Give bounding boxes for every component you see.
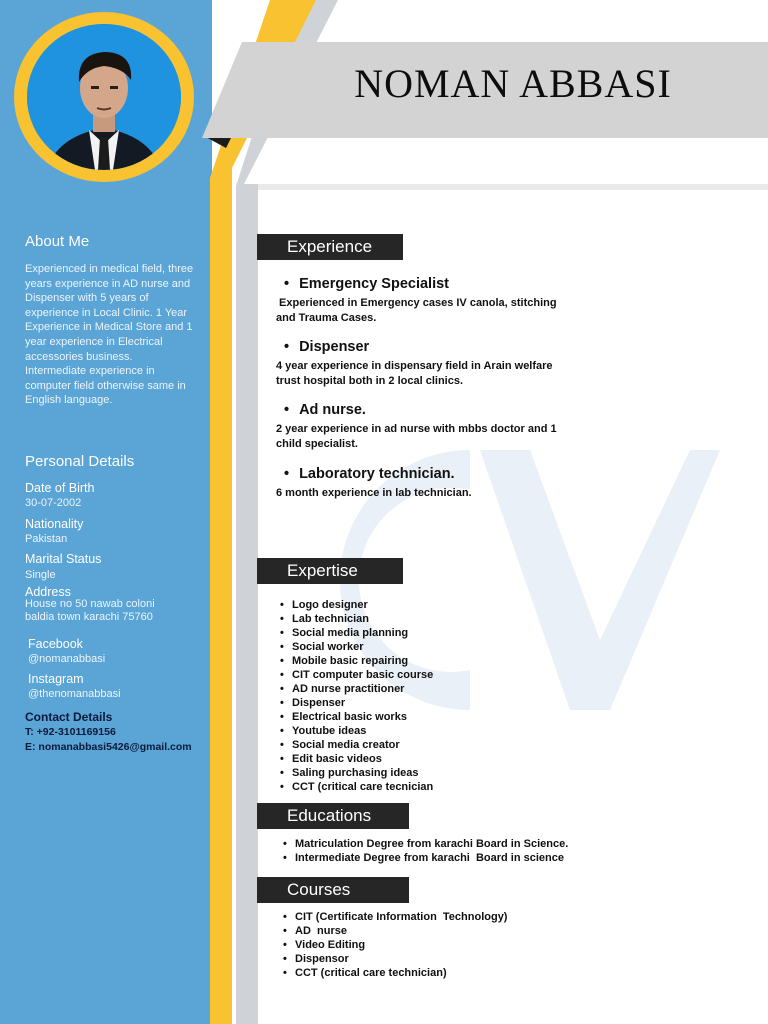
contact-heading: Contact Details	[25, 710, 113, 724]
experience-item	[276, 402, 596, 451]
dob-value: 30-07-2002	[25, 497, 82, 509]
nationality-label: Nationality	[25, 517, 84, 531]
experience-desc-line2: trust hospital both in 2 local clinics.	[276, 374, 464, 387]
dob-label: Date of Birth	[25, 481, 95, 495]
list-item: • Youtube ideas	[280, 724, 433, 738]
contact-phone[interactable]: T: +92-3101169156	[25, 726, 116, 738]
list-item: • Intermediate Degree from karachi Board in science	[283, 851, 568, 865]
list-item: • Electrical basic works	[280, 710, 433, 724]
experience-heading: Experience	[257, 234, 403, 260]
address-label: Address	[25, 585, 71, 599]
list-item: • AD nurse practitioner	[280, 682, 433, 696]
list-item: • Lab technician	[280, 612, 433, 626]
list-item: • Video Editing	[283, 938, 507, 952]
experience-title: • Ad nurse.	[284, 402, 596, 418]
experience-item	[276, 276, 596, 325]
list-item: • Mobile basic repairing	[280, 654, 433, 668]
nationality-value: Pakistan	[25, 533, 68, 545]
educations-heading: Educations	[257, 803, 409, 829]
courses-list	[283, 910, 507, 980]
facebook-label: Facebook	[28, 637, 83, 651]
educations-list	[283, 837, 568, 865]
experience-desc-line2: and Trauma Cases.	[276, 311, 377, 324]
experience-desc-line1: 6 month experience in lab technician.	[276, 487, 472, 499]
about-heading: About Me	[25, 233, 90, 250]
courses-heading: Courses	[257, 877, 409, 903]
personal-heading: Personal Details	[25, 453, 135, 470]
list-item: • AD nurse	[283, 924, 507, 938]
address-line1: House no 50 nawab coloni	[25, 598, 155, 610]
list-item: • Social media creator	[280, 738, 433, 752]
facebook-handle[interactable]: @nomanabbasi	[28, 653, 106, 665]
list-item: • Matriculation Degree from karachi Board in Science.	[283, 837, 568, 851]
experience-item	[276, 466, 596, 501]
instagram-label: Instagram	[28, 672, 84, 686]
profile-photo	[27, 24, 181, 170]
experience-title: • Laboratory technician.	[284, 466, 596, 482]
experience-desc-line1: Experienced in Emergency cases IV canola, stitching	[276, 297, 557, 309]
experience-item	[276, 339, 596, 388]
experience-desc-line2: child specialist.	[276, 437, 358, 450]
list-item: • Edit basic videos	[280, 752, 433, 766]
list-item: • CIT (Certificate Information Technology)	[283, 910, 507, 924]
experience-title: • Dispenser	[284, 339, 596, 355]
experience-desc-line1: 4 year experience in dispensary field in Arain welfare	[276, 360, 553, 372]
experience-title: • Emergency Specialist	[284, 276, 596, 292]
address-line2: baldia town karachi 75760	[25, 611, 153, 623]
candidate-name: NOMAN ABBASI	[354, 61, 672, 106]
list-item: • Saling purchasing ideas	[280, 766, 433, 780]
list-item: • CCT (critical care technician)	[283, 966, 507, 980]
list-item: • Logo designer	[280, 598, 433, 612]
marital-label: Marital Status	[25, 552, 102, 566]
instagram-handle[interactable]: @thenomanabbasi	[28, 688, 121, 700]
expertise-heading: Expertise	[257, 558, 403, 584]
list-item: • Dispensor	[283, 952, 507, 966]
list-item: • CCT (critical care tecnician	[280, 780, 433, 794]
list-item: • Social worker	[280, 640, 433, 654]
about-text: Experienced in medical field, three years experience in AD nurse and Dispenser with 5 years of experience in Local Clinic. 1 Year Experience in Medical Store and 1 year experience in Electrical accessories business. Intermediate experience in computer field otherwise same in English language.	[25, 263, 194, 407]
contact-email[interactable]: E: nomanabbasi5426@gmail.com	[25, 741, 192, 753]
list-item: • CIT computer basic course	[280, 668, 433, 682]
marital-value: Single	[25, 569, 56, 581]
experience-desc-line1: 2 year experience in ad nurse with mbbs doctor and 1	[276, 423, 557, 435]
list-item: • Social media planning	[280, 626, 433, 640]
list-item: • Dispenser	[280, 696, 433, 710]
expertise-list	[280, 598, 433, 794]
